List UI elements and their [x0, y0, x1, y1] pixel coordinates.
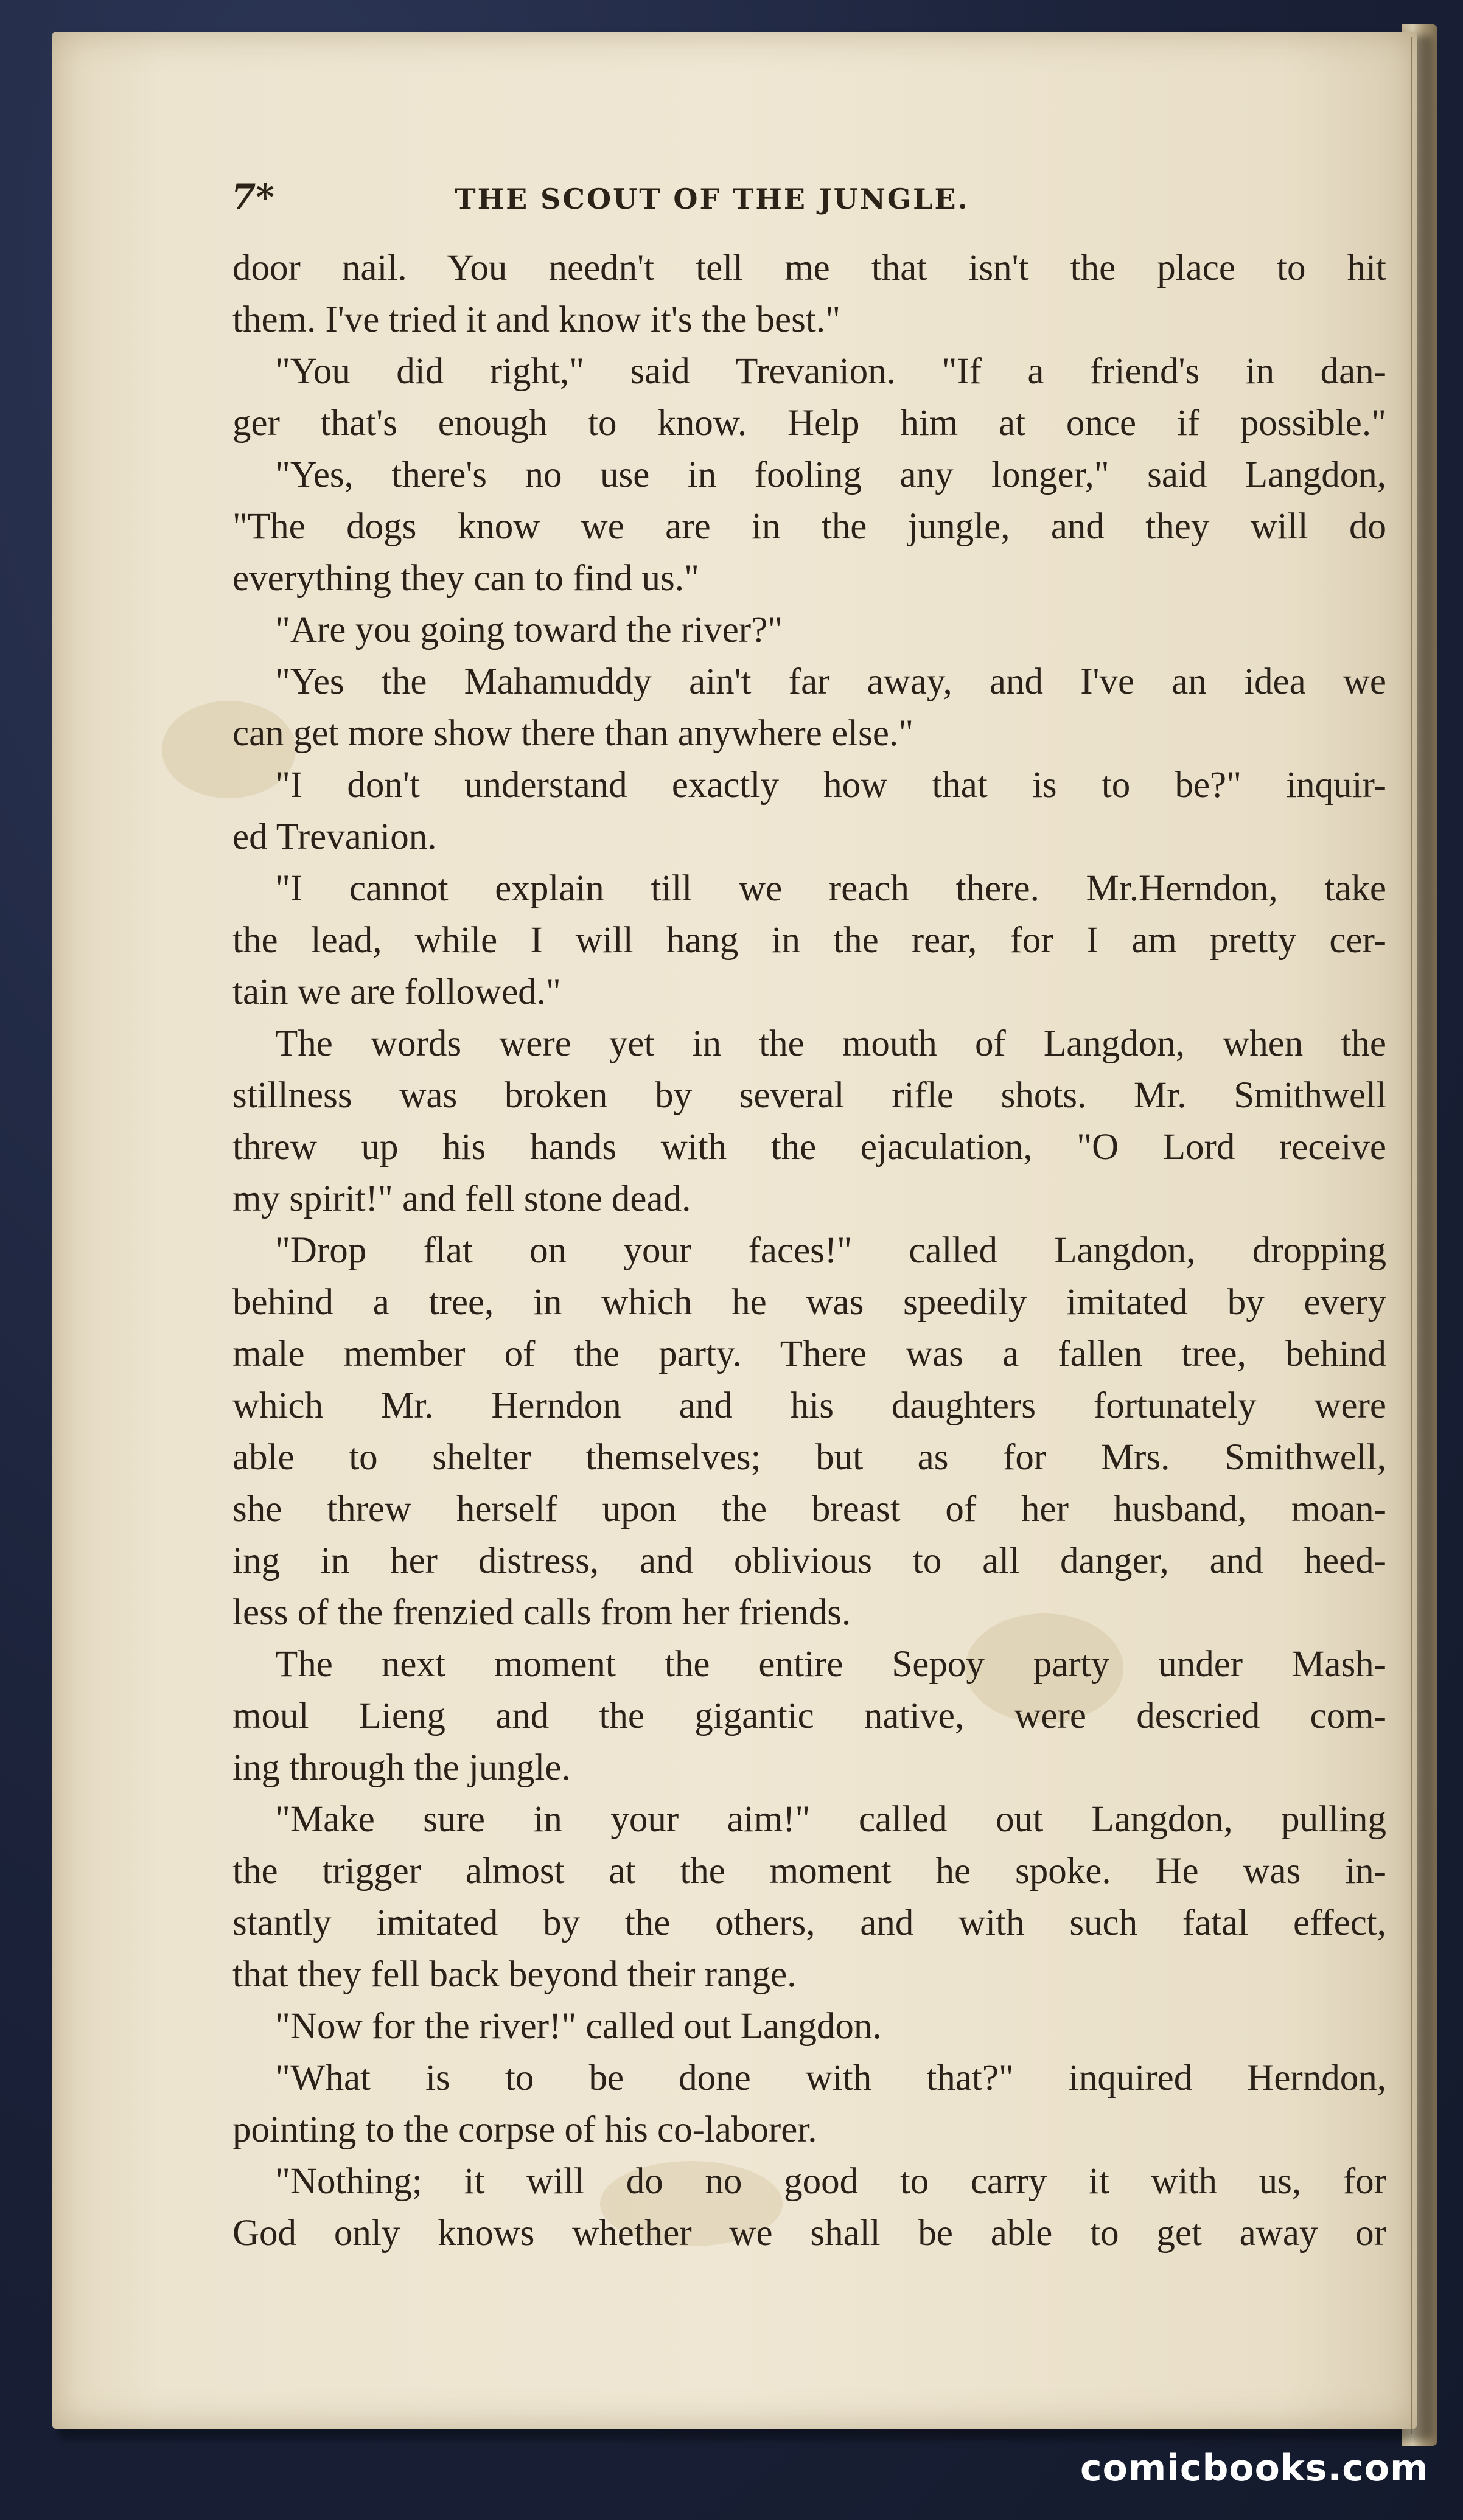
text-line: "Are you going toward the river?" [275, 610, 783, 650]
text-line: pointing to the corpse of his co-laborer. [232, 2109, 817, 2150]
text-line: she threw herself upon the breast of her husband, moan- [232, 1489, 1386, 1530]
body-text [232, 242, 1386, 2259]
text-line: door nail. You needn't tell me that isn't the place to hit [232, 248, 1386, 288]
text-line: "The dogs know we are in the jungle, and they will do [232, 506, 1386, 547]
text-line: ing through the jungle. [232, 1747, 571, 1788]
text-line: "I cannot explain till we reach there. Mr.Herndon, take [275, 868, 1386, 909]
text-line: which Mr. Herndon and his daughters fortunately were [232, 1385, 1386, 1426]
text-line: tain we are followed." [232, 972, 561, 1012]
text-line: "I don't understand exactly how that is to be?" inquir- [275, 765, 1386, 806]
text-line: "Drop flat on your faces!" called Langdon, dropping [275, 1230, 1386, 1271]
text-line: them. I've tried it and know it's the best." [232, 299, 840, 340]
text-line: "Yes the Mahamuddy ain't far away, and I've an idea we [275, 661, 1386, 702]
text-line: able to shelter themselves; but as for Mrs. Smithwell, [232, 1437, 1386, 1478]
text-line: The words were yet in the mouth of Langdon, when the [275, 1023, 1386, 1064]
text-line: moul Lieng and the gigantic native, were descried com- [232, 1696, 1386, 1736]
text-line: The next moment the entire Sepoy party under Mash- [275, 1644, 1386, 1685]
text-line: "You did right," said Trevanion. "If a friend's in dan- [275, 351, 1386, 392]
text-line: my spirit!" and fell stone dead. [232, 1178, 691, 1219]
text-line: less of the frenzied calls from her friends. [232, 1592, 851, 1633]
text-line: ger that's enough to know. Help him at once if possible." [232, 403, 1386, 444]
text-line: behind a tree, in which he was speedily imitated by every [232, 1282, 1386, 1323]
text-line: male member of the party. There was a fallen tree, behind [232, 1334, 1386, 1374]
text-line: that they fell back beyond their range. [232, 1954, 797, 1995]
text-line: "Yes, there's no use in fooling any longer," said Langdon, [275, 454, 1386, 495]
text-line: stantly imitated by the others, and with such fatal effect, [232, 1902, 1386, 1943]
text-line: the lead, while I will hang in the rear, for I am pretty cer- [232, 920, 1386, 961]
text-line: "Now for the river!" called out Langdon. [275, 2006, 882, 2047]
text-line: "Nothing; it will do no good to carry it with us, for [275, 2161, 1386, 2202]
text-line: God only knows whether we shall be able to get away or [232, 2213, 1386, 2254]
text-line: everything they can to find us." [232, 558, 699, 599]
text-line: "Make sure in your aim!" called out Langdon, pulling [275, 1799, 1386, 1840]
text-line: the trigger almost at the moment he spoke. He was in- [232, 1851, 1386, 1892]
text-line: ing in her distress, and oblivious to all danger, and heed- [232, 1540, 1386, 1581]
text-line: stillness was broken by several rifle shots. Mr. Smithwell [232, 1075, 1386, 1116]
text-line: "What is to be done with that?" inquired Herndon, [275, 2058, 1386, 2098]
running-header: THE SCOUT OF THE JUNGLE. [455, 183, 969, 215]
text-line: threw up his hands with the ejaculation, "O Lord receive [232, 1127, 1386, 1168]
page-fold-line [1411, 37, 1412, 2434]
page-number: 7* [231, 176, 274, 218]
text-line: can get more show there than anywhere else." [232, 713, 914, 754]
site-watermark: comicbooks.com [1080, 2447, 1429, 2490]
text-line: ed Trevanion. [232, 816, 437, 857]
